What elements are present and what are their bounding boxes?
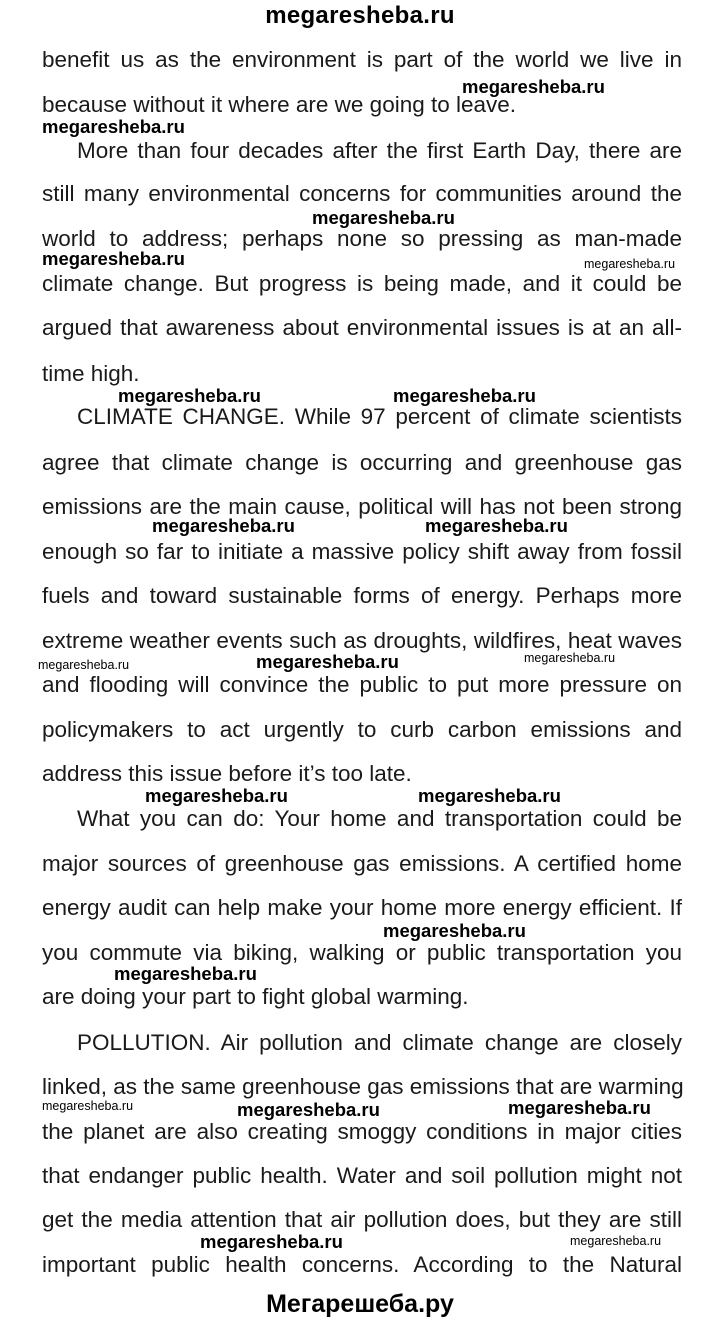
text-line: linked, as the same greenhouse gas emissions that are warming <box>42 1074 684 1099</box>
text-line: are doing your part to fight global warming. <box>42 984 469 1009</box>
text-line: POLLUTION. Air pollution and climate change are closely <box>77 1030 682 1055</box>
watermark: megaresheba.ru <box>152 515 295 536</box>
watermark: megaresheba.ru <box>383 920 526 941</box>
watermark: megaresheba.ru <box>114 963 257 984</box>
watermark: megaresheba.ru <box>584 257 676 271</box>
watermark: megaresheba.ru <box>42 116 185 137</box>
watermark: megaresheba.ru <box>42 248 185 269</box>
text-line: What you can do: Your home and transportation could be <box>77 806 682 831</box>
text-line: climate change. But progress is being made, and it could be <box>42 271 682 296</box>
watermark: megaresheba.ru <box>393 385 536 406</box>
watermark: megaresheba.ru <box>256 651 399 672</box>
text-line: and flooding will convince the public to put more pressure on <box>42 672 682 697</box>
watermark: megaresheba.ru <box>418 785 561 806</box>
text-line: important public health concerns. According to the Natural <box>42 1252 682 1277</box>
watermark: megaresheba.ru <box>524 651 616 665</box>
site-footer: Мегарешеба.ру <box>266 1290 454 1318</box>
text-line: address this issue before it’s too late. <box>42 761 412 786</box>
watermark: megaresheba.ru <box>508 1097 651 1118</box>
text-line: because without it where are we going to leave. <box>42 92 517 117</box>
watermark: megaresheba.ru <box>312 207 455 228</box>
text-line: energy audit can help make your home more energy efficient. If <box>42 895 682 920</box>
text-line: get the media attention that air pollution does, but they are still <box>42 1207 682 1232</box>
text-line: world to address; perhaps none so pressing as man-made <box>42 226 682 251</box>
text-line: enough so far to initiate a massive policy shift away from fossil <box>42 539 682 564</box>
watermark: megaresheba.ru <box>118 385 261 406</box>
text-line: extreme weather events such as droughts, wildfires, heat waves <box>42 628 682 653</box>
site-header: megaresheba.ru <box>265 2 455 29</box>
text-line: policymakers to act urgently to curb carbon emissions and <box>42 717 682 742</box>
watermark: megaresheba.ru <box>237 1099 380 1120</box>
text-line: emissions are the main cause, political will has not been strong <box>42 494 682 519</box>
text-line: still many environmental concerns for communities around the <box>42 181 682 206</box>
text-line: fuels and toward sustainable forms of energy. Perhaps more <box>42 583 682 608</box>
watermark: megaresheba.ru <box>145 785 288 806</box>
text-line: that endanger public health. Water and soil pollution might not <box>42 1163 682 1188</box>
watermark: megaresheba.ru <box>200 1231 343 1252</box>
text-line: time high. <box>42 361 140 386</box>
text-line: More than four decades after the first Earth Day, there are <box>77 138 682 163</box>
text-line: benefit us as the environment is part of the world we live in <box>42 47 682 72</box>
watermark: megaresheba.ru <box>42 1099 134 1113</box>
text-line: the planet are also creating smoggy conditions in major cities <box>42 1119 682 1144</box>
text-line: agree that climate change is occurring and greenhouse gas <box>42 450 682 475</box>
watermark: megaresheba.ru <box>425 515 568 536</box>
text-line: argued that awareness about environmental issues is at an all- <box>42 315 682 340</box>
text-line: CLIMATE CHANGE. While 97 percent of climate scientists <box>77 404 682 429</box>
text-line: you commute via biking, walking or public transportation you <box>42 940 682 965</box>
watermark: megaresheba.ru <box>462 76 605 97</box>
watermark: megaresheba.ru <box>38 658 130 672</box>
text-line: major sources of greenhouse gas emissions. A certified home <box>42 851 682 876</box>
watermark: megaresheba.ru <box>570 1234 662 1248</box>
